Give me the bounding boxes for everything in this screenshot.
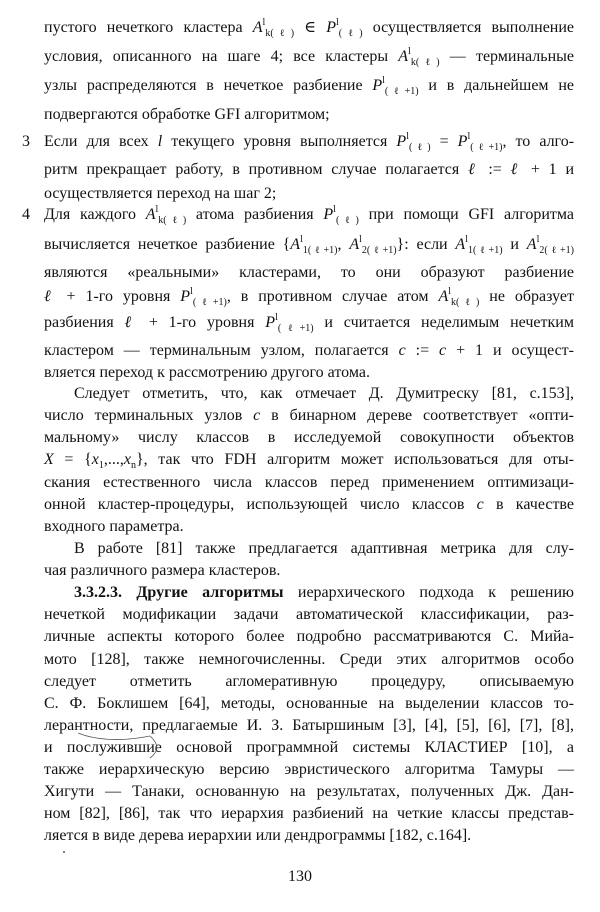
text-line: вычисляется нечеткое разбиение {$A^l_{1(\ell+1)}$, $A^l_{2(\ell+1)}$}: если $A^l_{1(\ell+1)}$ и $A^l_{2(\ell+1)}$ xyxy=(44,234,575,256)
text-line: следует отметить агломеративную процедуру, описываемую xyxy=(44,673,574,690)
text-line: ритм прекращает работу, в противном случае полагается ℓ := ℓ + 1 и xyxy=(44,161,575,178)
text-line: ℓ + 1-го уровня $P^l_{(\ell+1)}$, в противном случае атом $A^l_{k(\ell)}$ не образует xyxy=(44,286,574,308)
text-line: Если для всех l текущего уровня выполняется $P^l_{(\ell)} = P^l_{(\ell+1)}$, то алго- xyxy=(44,131,575,153)
text-line: входного параметра. xyxy=(44,518,184,535)
step-number: 3 xyxy=(22,133,30,150)
text-line: узлы распределяются в нечеткое разбиение $P^l_{(\ell+1)}$ и в дальнейшем не xyxy=(44,75,574,97)
text-line: условия, описанного на шаге 4; все кластеры $A^l_{k(\ell)}$ — терминальные xyxy=(44,46,574,68)
text-line: мальному» числу классов в исследуемой совокупности объектов xyxy=(44,429,574,446)
text-line: ном [82], [86], так что иерархия разбиений на четкие классы представ- xyxy=(44,805,574,822)
text-line: онной кластер-процедуры, использующей число классов c в качестве xyxy=(44,496,574,513)
text-line: скания естественного числа классов перед применением оптимизаци- xyxy=(44,474,574,491)
text-line: мото [128], также немногочисленны. Среди этих алгоритмов особо xyxy=(44,651,574,668)
text-line: личные аспекты которого более подробно рассматриваются С. Мийа- xyxy=(44,628,574,645)
text-line: В работе [81] также предлагается адаптивная метрика для слу- xyxy=(74,540,574,557)
text-line: чая различного размера кластеров. xyxy=(44,562,281,579)
text-line: $X = \{x_1,...,x_n\}$, так что FDH алгоритм может использоваться для оты- xyxy=(44,451,574,471)
text-line: пустого нечеткого кластера $A^l_{k(\ell)}$ ∈ $P^l_{(\ell)}$ осуществляется выполнение xyxy=(44,17,575,39)
text-line: ляется в виде дерева иерархии или дендрограммы [182, с.164]. xyxy=(44,827,472,844)
text-line: вляется переход к рассмотрению другого атома. xyxy=(44,364,370,381)
text-line: Хигути — Танаки, основанную на результатах, полученных Дж. Дан- xyxy=(44,783,574,800)
text-line: и послужившие основой программной системы КЛАСТИЕР [10], а xyxy=(44,739,574,756)
text-line: нечеткой модификации задачи автоматической классификации, раз- xyxy=(44,606,574,623)
page-number: 130 xyxy=(288,868,312,885)
text-line: осуществляется переход на шаг 2; xyxy=(44,185,277,202)
text-line: подвергаются обработке GFI алгоритмом; xyxy=(44,106,330,123)
text-line: С. Ф. Боклишем [64], методы, основанные на выделении классов то- xyxy=(44,695,574,712)
text-line: Для каждого $A^l_{k(\ell)}$ атома разбиения $P^l_{(\ell)}$ при помощи GFI алгоритма xyxy=(44,204,575,226)
text-line: также иерархическую версию эвристического алгоритма Тамуры — xyxy=(44,761,574,778)
text-line: являются «реальными» кластерами, то они образуют разбиение xyxy=(44,264,574,281)
text-line: лерантности, предлагаемые И. З. Батыршиным [3], [4], [5], [6], [7], [8], xyxy=(44,717,574,734)
text-line: число терминальных узлов c в бинарном дереве соответствует «опти- xyxy=(44,407,574,424)
text-line: 3.3.2.3. Другие алгоритмы иерархического подхода к решению xyxy=(74,584,575,601)
step-number: 4 xyxy=(22,206,30,223)
text-line: кластером — терминальным узлом, полагается c := c + 1 и осущест- xyxy=(44,342,575,359)
text-line: Следует отметить, что, как отмечает Д. Думитреску [81, с.153], xyxy=(74,385,574,402)
text-line: разбиения ℓ + 1-го уровня $P^l_{(\ell+1)}$ и считается неделимым нечетким xyxy=(44,312,574,334)
